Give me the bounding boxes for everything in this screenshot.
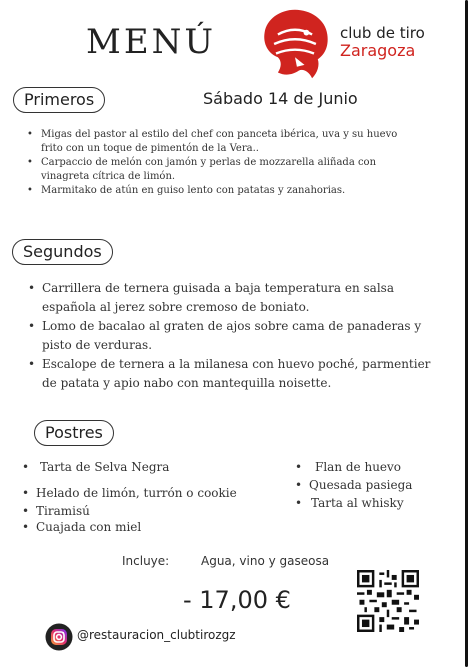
list-item: • Marmitako de atún en guiso lento con patatas y zanahorias. bbox=[27, 184, 412, 198]
postres-list-left bbox=[22, 459, 272, 535]
menu-title: MENÚ bbox=[86, 22, 217, 62]
section-segundos-label: Segundos bbox=[12, 239, 113, 265]
list-item: • Carpaccio de melón con jamón y perlas de mozzarella aliñada con vinagreta cítrica de limón. bbox=[27, 156, 412, 184]
primeros-list bbox=[27, 128, 412, 198]
postres-list-right bbox=[295, 459, 435, 511]
includes-label: Incluye: bbox=[122, 554, 170, 568]
list-item: • Migas del pastor al estilo del chef con panceta ibérica, uva y su huevo frito con un toque de pimentón de la Vera.. bbox=[27, 128, 412, 156]
list-item: • Cuajada con miel bbox=[22, 519, 272, 535]
brand-name bbox=[340, 26, 425, 59]
list-item: • Quesada pasiega bbox=[295, 477, 435, 493]
includes-value: Agua, vino y gaseosa bbox=[201, 554, 330, 568]
list-item: • Carrillera de ternera guisada a baja temperatura en salsa española al jerez sobre cremoso de boniato. bbox=[28, 279, 433, 317]
list-item: • Tarta al whisky bbox=[295, 495, 435, 511]
list-item: • Tarta de Selva Negra bbox=[22, 459, 272, 475]
list-item: • Tiramisú bbox=[22, 503, 272, 519]
menu-price: - 17,00 € bbox=[183, 586, 291, 614]
instagram-handle[interactable]: @restauracion_clubtirozgz bbox=[77, 628, 236, 642]
qr-code-icon[interactable] bbox=[357, 570, 419, 632]
lion-logo-icon bbox=[256, 6, 334, 82]
instagram-icon[interactable] bbox=[45, 623, 73, 651]
page-edge-line bbox=[465, 0, 468, 667]
brand-name-top: club de tiro bbox=[340, 24, 425, 42]
list-item: • Flan de huevo bbox=[295, 459, 435, 475]
segundos-list bbox=[28, 279, 433, 393]
list-item: • Escalope de ternera a la milanesa con huevo poché, parmentier de patata y apio nabo con mantequilla noisette. bbox=[28, 355, 433, 393]
menu-date: Sábado 14 de Junio bbox=[203, 89, 358, 108]
brand-name-bottom: Zaragoza bbox=[340, 41, 416, 60]
list-item: • Lomo de bacalao al graten de ajos sobre cama de panaderas y pisto de verduras. bbox=[28, 317, 433, 355]
section-primeros-label: Primeros bbox=[13, 87, 105, 113]
list-item: • Helado de limón, turrón o cookie bbox=[22, 485, 272, 501]
section-postres-label: Postres bbox=[34, 420, 114, 446]
